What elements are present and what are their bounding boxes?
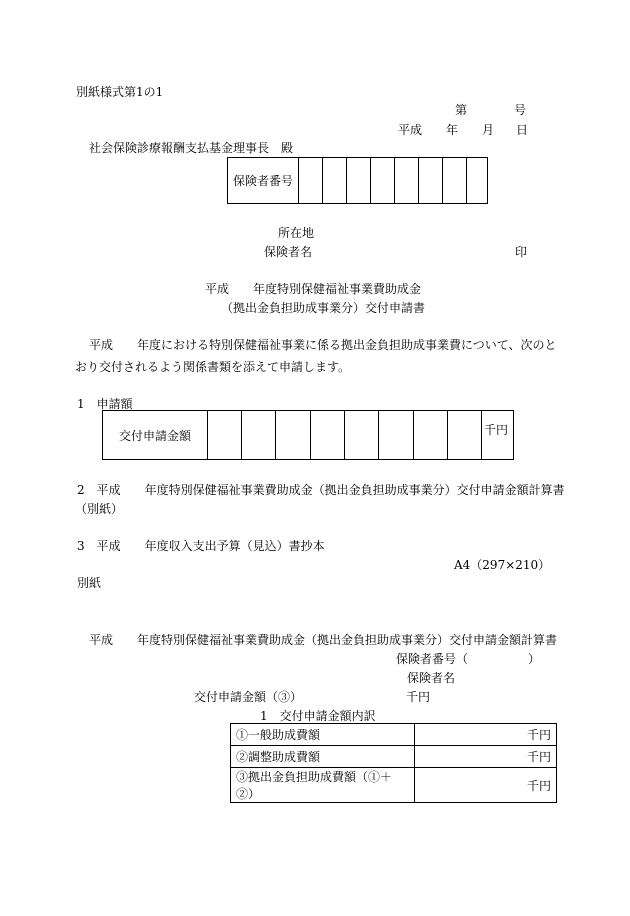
amount-grid <box>102 410 514 460</box>
insurer-number-label: 保険者番号 <box>232 174 293 188</box>
title-line-2: （拠出金負担助成事業分）交付申請書 <box>221 301 426 315</box>
date-month: 月 <box>482 123 495 137</box>
breakdown-value[interactable]: 千円 <box>415 724 557 746</box>
date-day: 日 <box>516 123 529 137</box>
breakdown-item: ①一般助成費額 <box>231 724 415 746</box>
address-label: 所在地 <box>278 226 315 240</box>
amount-unit-cell[interactable] <box>481 411 513 459</box>
paper-size: A4（297×210） <box>454 558 551 572</box>
section2-line-1: 2 平成 年度特別保健福祉事業費助成金（拠出金負担助成事業分）交付申請金額計算書 <box>77 483 565 497</box>
amount-digit-cell[interactable] <box>413 411 447 459</box>
annex-amount-label: 交付申請金額（③） <box>194 690 303 704</box>
amount-digit-cell[interactable] <box>447 411 481 459</box>
section1-heading: 1 申請額 <box>77 397 133 411</box>
breakdown-item: ②調整助成費額 <box>231 746 415 768</box>
insurer-number-grid <box>227 157 488 204</box>
title-line-1: 平成 年度特別保健福祉事業費助成金 <box>205 282 422 296</box>
date-era: 平成 <box>398 123 423 137</box>
annex-amount-unit: 千円 <box>406 690 431 704</box>
insurer-number-cell[interactable] <box>370 158 394 203</box>
annex-insurer-name: 保険者名 <box>407 671 456 685</box>
addressee: 社会保険診療報酬支払基金理事長 殿 <box>89 141 294 155</box>
section3: 3 平成 年度収入支出予算（見込）書抄本 <box>77 539 325 553</box>
insurer-name-label: 保険者名 <box>264 245 313 259</box>
amount-unit: 千円 <box>483 423 508 437</box>
insurer-number-cell[interactable] <box>442 158 466 203</box>
number-go: 号 <box>514 103 527 117</box>
amount-digit-cell[interactable] <box>378 411 413 459</box>
table-row <box>231 724 557 746</box>
amount-digit-cell[interactable] <box>310 411 344 459</box>
insurer-number-cell[interactable] <box>418 158 442 203</box>
insurer-number-cell[interactable] <box>298 158 322 203</box>
annex-label: 別紙 <box>77 576 102 590</box>
amount-label: 交付申請金額 <box>118 428 191 443</box>
amount-digit-cell[interactable] <box>207 411 241 459</box>
breakdown-value[interactable]: 千円 <box>415 768 557 803</box>
insurer-number-cell[interactable] <box>394 158 418 203</box>
amount-digit-cell[interactable] <box>275 411 310 459</box>
insurer-number-cell[interactable] <box>346 158 370 203</box>
amount-digit-cell[interactable] <box>241 411 275 459</box>
table-row <box>231 768 557 803</box>
number-dai: 第 <box>455 103 468 117</box>
annex-insurer-number: 保険者番号（ ） <box>396 652 541 666</box>
amount-digit-cell[interactable] <box>344 411 378 459</box>
body-text: 平成 年度における特別保健福祉事業に係る拠出金負担助成事業費について、次のとおり交付されるよう関係書類を添えて申請します。 <box>75 338 557 374</box>
seal-mark: 印 <box>515 245 528 259</box>
insurer-number-cell[interactable] <box>322 158 346 203</box>
breakdown-value[interactable]: 千円 <box>415 746 557 768</box>
form-id: 別紙様式第1の1 <box>76 85 164 99</box>
section2-line-2: （別紙） <box>75 502 124 516</box>
insurer-number-cell[interactable] <box>466 158 487 203</box>
date-year: 年 <box>446 123 459 137</box>
breakdown-item: ③拠出金負担助成費額（①＋②） <box>231 768 415 803</box>
annex-title: 平成 年度特別保健福祉事業費助成金（拠出金負担助成事業分）交付申請金額計算書 <box>89 633 558 647</box>
breakdown-table <box>230 723 557 803</box>
table-row <box>231 746 557 768</box>
breakdown-heading: 1 交付申請金額内訳 <box>260 709 376 723</box>
